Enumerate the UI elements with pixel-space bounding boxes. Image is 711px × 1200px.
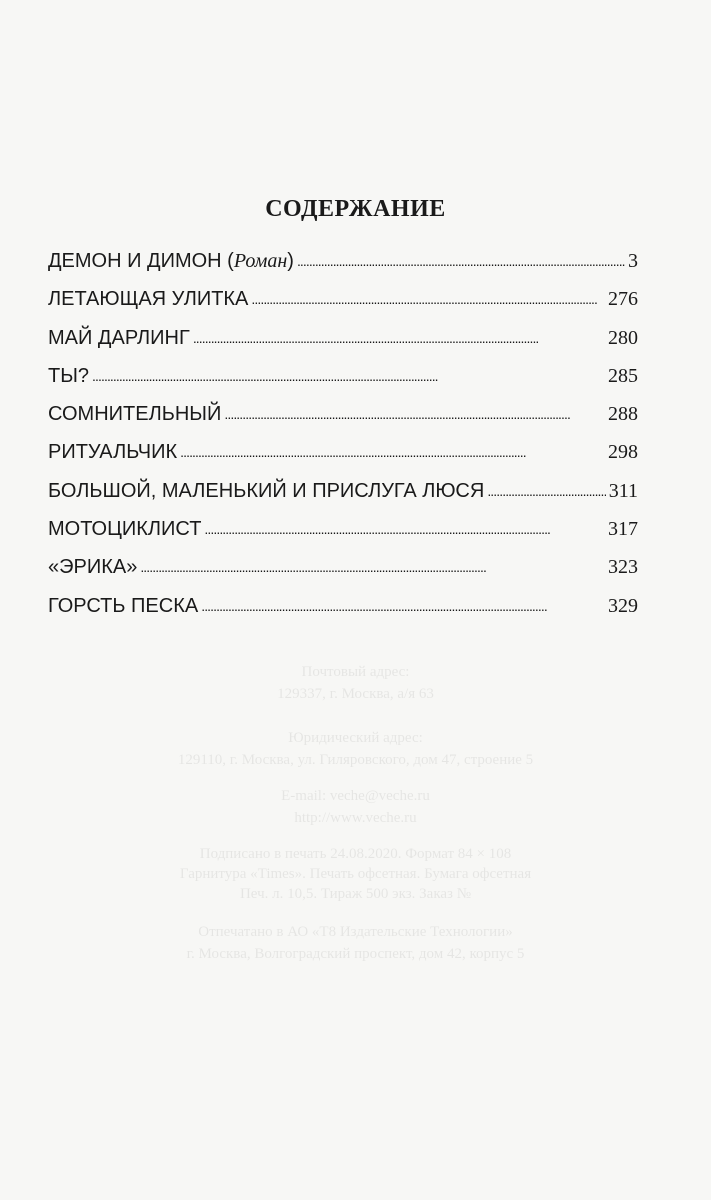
toc-entry	[48, 441, 638, 479]
dot-leader	[92, 364, 605, 387]
toc-entry-title: СОМНИТЕЛЬНЫЙ	[48, 403, 222, 426]
toc-entry	[48, 480, 638, 518]
bleed-through-text: Юридический адрес:	[288, 730, 423, 746]
toc-entry-title: РИТУАЛЬЧИК	[48, 441, 178, 464]
page-title: СОДЕРЖАНИЕ	[265, 196, 446, 222]
dot-leader	[193, 326, 605, 349]
dot-leader	[204, 517, 605, 540]
bleed-through-text: 129110, г. Москва, ул. Гиляровского, дом 47, строение 5	[177, 752, 534, 768]
toc-entry	[48, 556, 638, 594]
toc-entry-title: ДЕМОН И ДИМОН (Роман)	[48, 250, 294, 272]
toc-entry-title: ГОРСТЬ ПЕСКА	[48, 594, 199, 617]
toc-entry-page: 298	[608, 441, 638, 464]
toc-entry-title: БОЛЬШОЙ, МАЛЕНЬКИЙ И ПРИСЛУГА ЛЮСЯ	[48, 479, 485, 502]
toc-entry	[48, 365, 638, 403]
bleed-through-text: E-mail: veche@veche.ru	[281, 788, 430, 804]
toc-entry-page: 285	[608, 364, 638, 387]
toc-entry	[48, 403, 638, 441]
bleed-through-text: Почтовый адрес:	[301, 664, 410, 680]
toc-entry-page: 311	[608, 479, 638, 502]
toc-entry-title: ТЫ?	[48, 364, 90, 387]
toc-entry-page: 280	[608, 326, 638, 349]
toc-entry-title: ЛЕТАЮЩАЯ УЛИТКА	[48, 288, 249, 311]
toc-entry-page: 276	[608, 288, 638, 311]
table-of-contents	[48, 250, 638, 633]
bleed-through-text: Печ. л. 10,5. Тираж 500 экз. Заказ №	[239, 886, 472, 902]
bleed-through-text: 129337, г. Москва, а/я 63	[277, 686, 434, 702]
dot-leader	[201, 594, 605, 617]
toc-entry	[48, 250, 638, 288]
toc-entry-page: 323	[608, 556, 638, 579]
toc-entry-page: 288	[608, 403, 638, 426]
dot-leader	[180, 440, 605, 463]
toc-entry	[48, 595, 638, 633]
dot-leader	[297, 249, 625, 272]
bleed-through-text: http://www.veche.ru	[294, 810, 417, 826]
toc-entry	[48, 518, 638, 556]
toc-entry-subtitle: Роман	[233, 250, 288, 272]
toc-entry-title: «ЭРИКА»	[48, 556, 138, 579]
toc-entry-page: 329	[608, 594, 638, 617]
bleed-through-text: Гарнитура «Times». Печать офсетная. Бумага офсетная	[179, 866, 532, 882]
toc-entry-page: 317	[608, 518, 638, 541]
dot-leader	[487, 479, 605, 502]
toc-entry-page: 3	[628, 250, 638, 272]
toc-entry	[48, 288, 638, 326]
bleed-through-text: Подписано в печать 24.08.2020. Формат 84 × 108	[199, 846, 512, 862]
toc-entry	[48, 327, 638, 365]
bleed-through-text: г. Москва, Волгоградский проспект, дом 42, корпус 5	[186, 946, 525, 962]
dot-leader	[140, 555, 605, 578]
toc-entry-title: МОТОЦИКЛИСТ	[48, 518, 202, 541]
bleed-through-text: Отпечатано в АО «Т8 Издательские Технологии»	[198, 924, 513, 940]
toc-entry-title: МАЙ ДАРЛИНГ	[48, 326, 190, 349]
dot-leader	[224, 402, 605, 425]
dot-leader	[251, 287, 605, 310]
